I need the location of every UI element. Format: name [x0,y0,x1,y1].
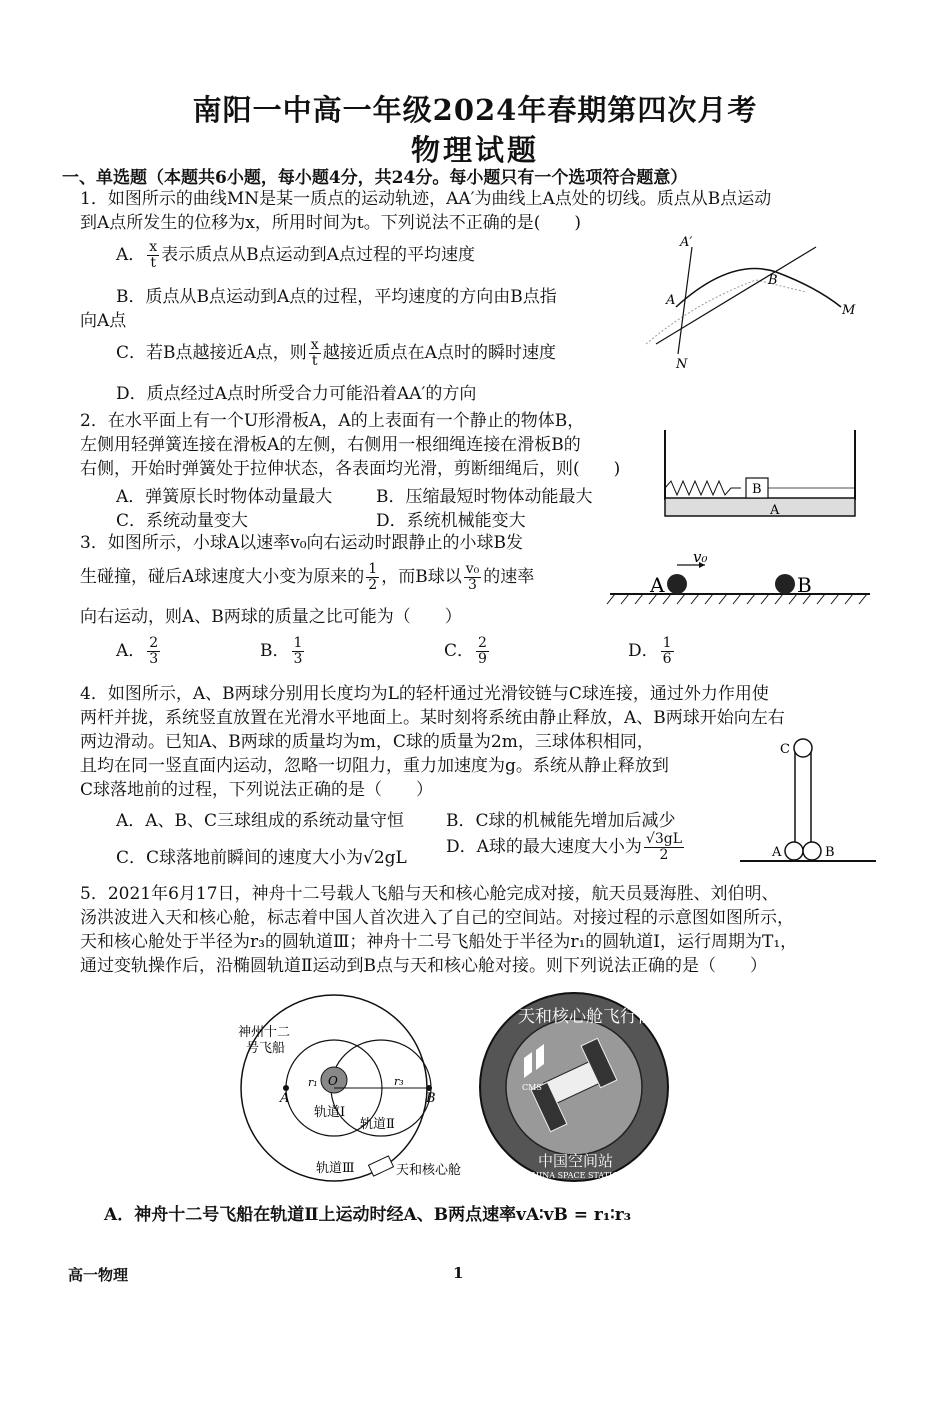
q2-sliding-board-diagram [660,430,860,520]
label-a: A [666,293,676,308]
label-station: 天和核心舱 [396,1163,462,1178]
q3-collision-diagram [605,548,875,610]
label-b: B [426,1091,436,1106]
label-ship-line-1: 神州十二 [238,1025,291,1040]
tangent-line [678,247,692,354]
q5-line-2: 汤洪波进入天和核心舱，标志着中国人首次进入了自己的空间站。对接过程的示意图如图所示， [80,908,794,928]
q4-three-ball-diagram [738,736,878,868]
label-ship-line-2: 号飞船 [246,1041,286,1056]
label-b: B [752,482,762,497]
badge-cms: CMS [522,1083,542,1092]
q2-option-d: D．系统机械能变大 [376,511,526,531]
badge-bottom-en: CHINA SPACE STATION [526,1171,626,1180]
q5-line-1: 5．2021年6月17日，神舟十二号载人飞船与天和核心舱完成对接，航天员聂海胜、刘伯明、 [80,884,779,904]
label-r3: r₃ [394,1075,404,1088]
ground-hatch [607,594,867,604]
label-a: A [770,503,780,518]
q5-orbit-diagram [236,990,476,1185]
label-v0: v₀ [693,548,708,566]
badge-top-text: 天和核心舱飞行任务 [518,1007,671,1027]
q1-option-c: C．若B点越接近A点，则 $\frac{x}{t}$ 越接近质点在A点时的瞬时速度 [116,337,556,369]
page-number: 1 [453,1264,464,1282]
q3-line-2: 生碰撞，碰后A球速度大小变为原来的 $\frac{1}{2}$ ，而B球以 $\frac{\text{v₀}}{3}$ 的速率 [80,561,535,593]
q2-line-1: 2．在水平面上有一个U形滑板A，A的上表面有一个静止的物体B， [80,411,585,431]
q3-line-1: 3．如图所示，小球A以速率v₀向右运动时跟静止的小球B发 [80,533,524,553]
label-m: M [842,303,856,318]
q2-option-a: A．弹簧原长时物体动量最大 [116,487,333,507]
q4-line-2: 两杆并拢，系统竖直放置在光滑水平地面上。某时刻将系统由静止释放，A、B两球开始向左右 [80,708,785,728]
ball-b [803,842,821,860]
q4-line-4: 且均在同一竖直面内运动，忽略一切阻力，重力加速度为g。系统从静止释放到 [80,756,669,776]
footer-subject: 高一物理 [68,1266,129,1284]
q2-option-c: C．系统动量变大 [116,511,249,531]
label-orbit-ii: 轨道Ⅱ [360,1117,395,1132]
q3-option-a: A． $\frac{2}{3}$ [116,635,159,667]
space-station-icon [368,1156,393,1176]
q4-option-d: D．A球的最大速度大小为 $\frac{√3gL}{2}$ [446,831,683,863]
q5-line-3: 天和核心舱处于半径为r₃的圆轨道Ⅲ；神舟十二号飞船处于半径为r₁的圆轨道Ⅰ，运行周期为T₁， [80,932,798,952]
label-b: B [797,573,812,597]
label-a: A [650,573,665,597]
label-orbit-i: 轨道Ⅰ [314,1105,346,1120]
q3-option-c: C． $\frac{2}{9}$ [444,635,487,667]
shaded-region [646,280,806,344]
exam-subtitle: 物理试题 [410,133,539,167]
mission-badge [474,990,674,1185]
trajectory-curve [676,269,841,307]
board-a [665,498,855,516]
q4-line-5: C球落地前的过程，下列说法正确的是（ ） [80,780,434,800]
q3-line-3: 向右运动，则A、B两球的质量之比可能为（ ） [80,607,462,627]
q1-trajectory-diagram [636,232,866,372]
q2-line-2: 左侧用轻弹簧连接在滑板A的左侧，右侧用一根细绳连接在滑板B的 [80,435,581,455]
q1-option-d: D．质点经过A点时所受合力可能沿着AA′的方向 [116,384,477,404]
ball-a [785,842,803,860]
ball-a [667,574,687,594]
q5-line-4: 通过变轨操作后，沿椭圆轨道Ⅱ运动到B点与天和核心舱对接。则下列说法正确的是（ ） [80,956,768,976]
ball-b [775,574,795,594]
label-c: C [780,742,790,757]
q3-option-d: D． $\frac{1}{6}$ [628,635,672,667]
q1-line-2: 到A点所发生的位移为x，所用时间为t。下列说法不正确的是( ) [80,213,581,233]
q5-option-a: A．神舟十二号飞船在轨道Ⅱ上运动时经A、B两点速率vA∶vB = r₁∶r₃ [104,1205,632,1225]
spring [665,481,741,495]
q3-option-b: B． $\frac{1}{3}$ [260,635,303,667]
label-a-prime: A′ [680,235,693,250]
section-heading: 一、单选题（本题共6小题，每小题4分，共24分。每小题只有一个选项符合题意） [62,168,688,188]
chord-line [656,247,816,344]
q1-line-1: 1．如图所示的曲线MN是某一质点的运动轨迹，AA′为曲线上A点处的切线。质点从B点运动 [80,189,772,209]
q4-option-a: A．A、B、C三球组成的系统动量守恒 [116,811,405,831]
label-orbit-iii: 轨道Ⅲ [316,1161,355,1176]
q1-option-b-line-1: B．质点从B点运动到A点的过程，平均速度的方向由B点指 [116,287,557,307]
q4-option-c: C．C球落地前瞬间的速度大小为√2gL [116,848,407,868]
q1-option-a: A． $\frac{x}{t}$ 表示质点从B点运动到A点过程的平均速度 [116,239,475,271]
label-a: A [772,845,782,860]
q4-line-1: 4．如图所示，A、B两球分别用长度均为L的轻杆通过光滑铰链与C球连接，通过外力作用使 [80,684,769,704]
label-b: B [768,273,778,288]
ball-c [794,739,812,757]
q2-option-b: B．压缩最短时物体动能最大 [376,487,593,507]
exam-title: 南阳一中高一年级2024年春期第四次月考 [192,93,758,127]
q1-option-b-line-2: 向A点 [80,311,127,331]
q4-option-b: B．C球的机械能先增加后减少 [446,811,676,831]
label-n: N [676,357,688,372]
q4-line-3: 两边滑动。已知A、B两球的质量均为m，C球的质量为2m，三球体积相同， [80,732,654,752]
q2-line-3: 右侧，开始时弹簧处于拉伸状态，各表面均光滑，剪断细绳后，则( ) [80,459,621,479]
label-a: A [280,1091,290,1106]
label-b: B [825,845,835,860]
badge-bottom-text: 中国空间站 [538,1152,614,1170]
label-r1: r₁ [308,1076,318,1089]
label-o: O [328,1074,338,1088]
